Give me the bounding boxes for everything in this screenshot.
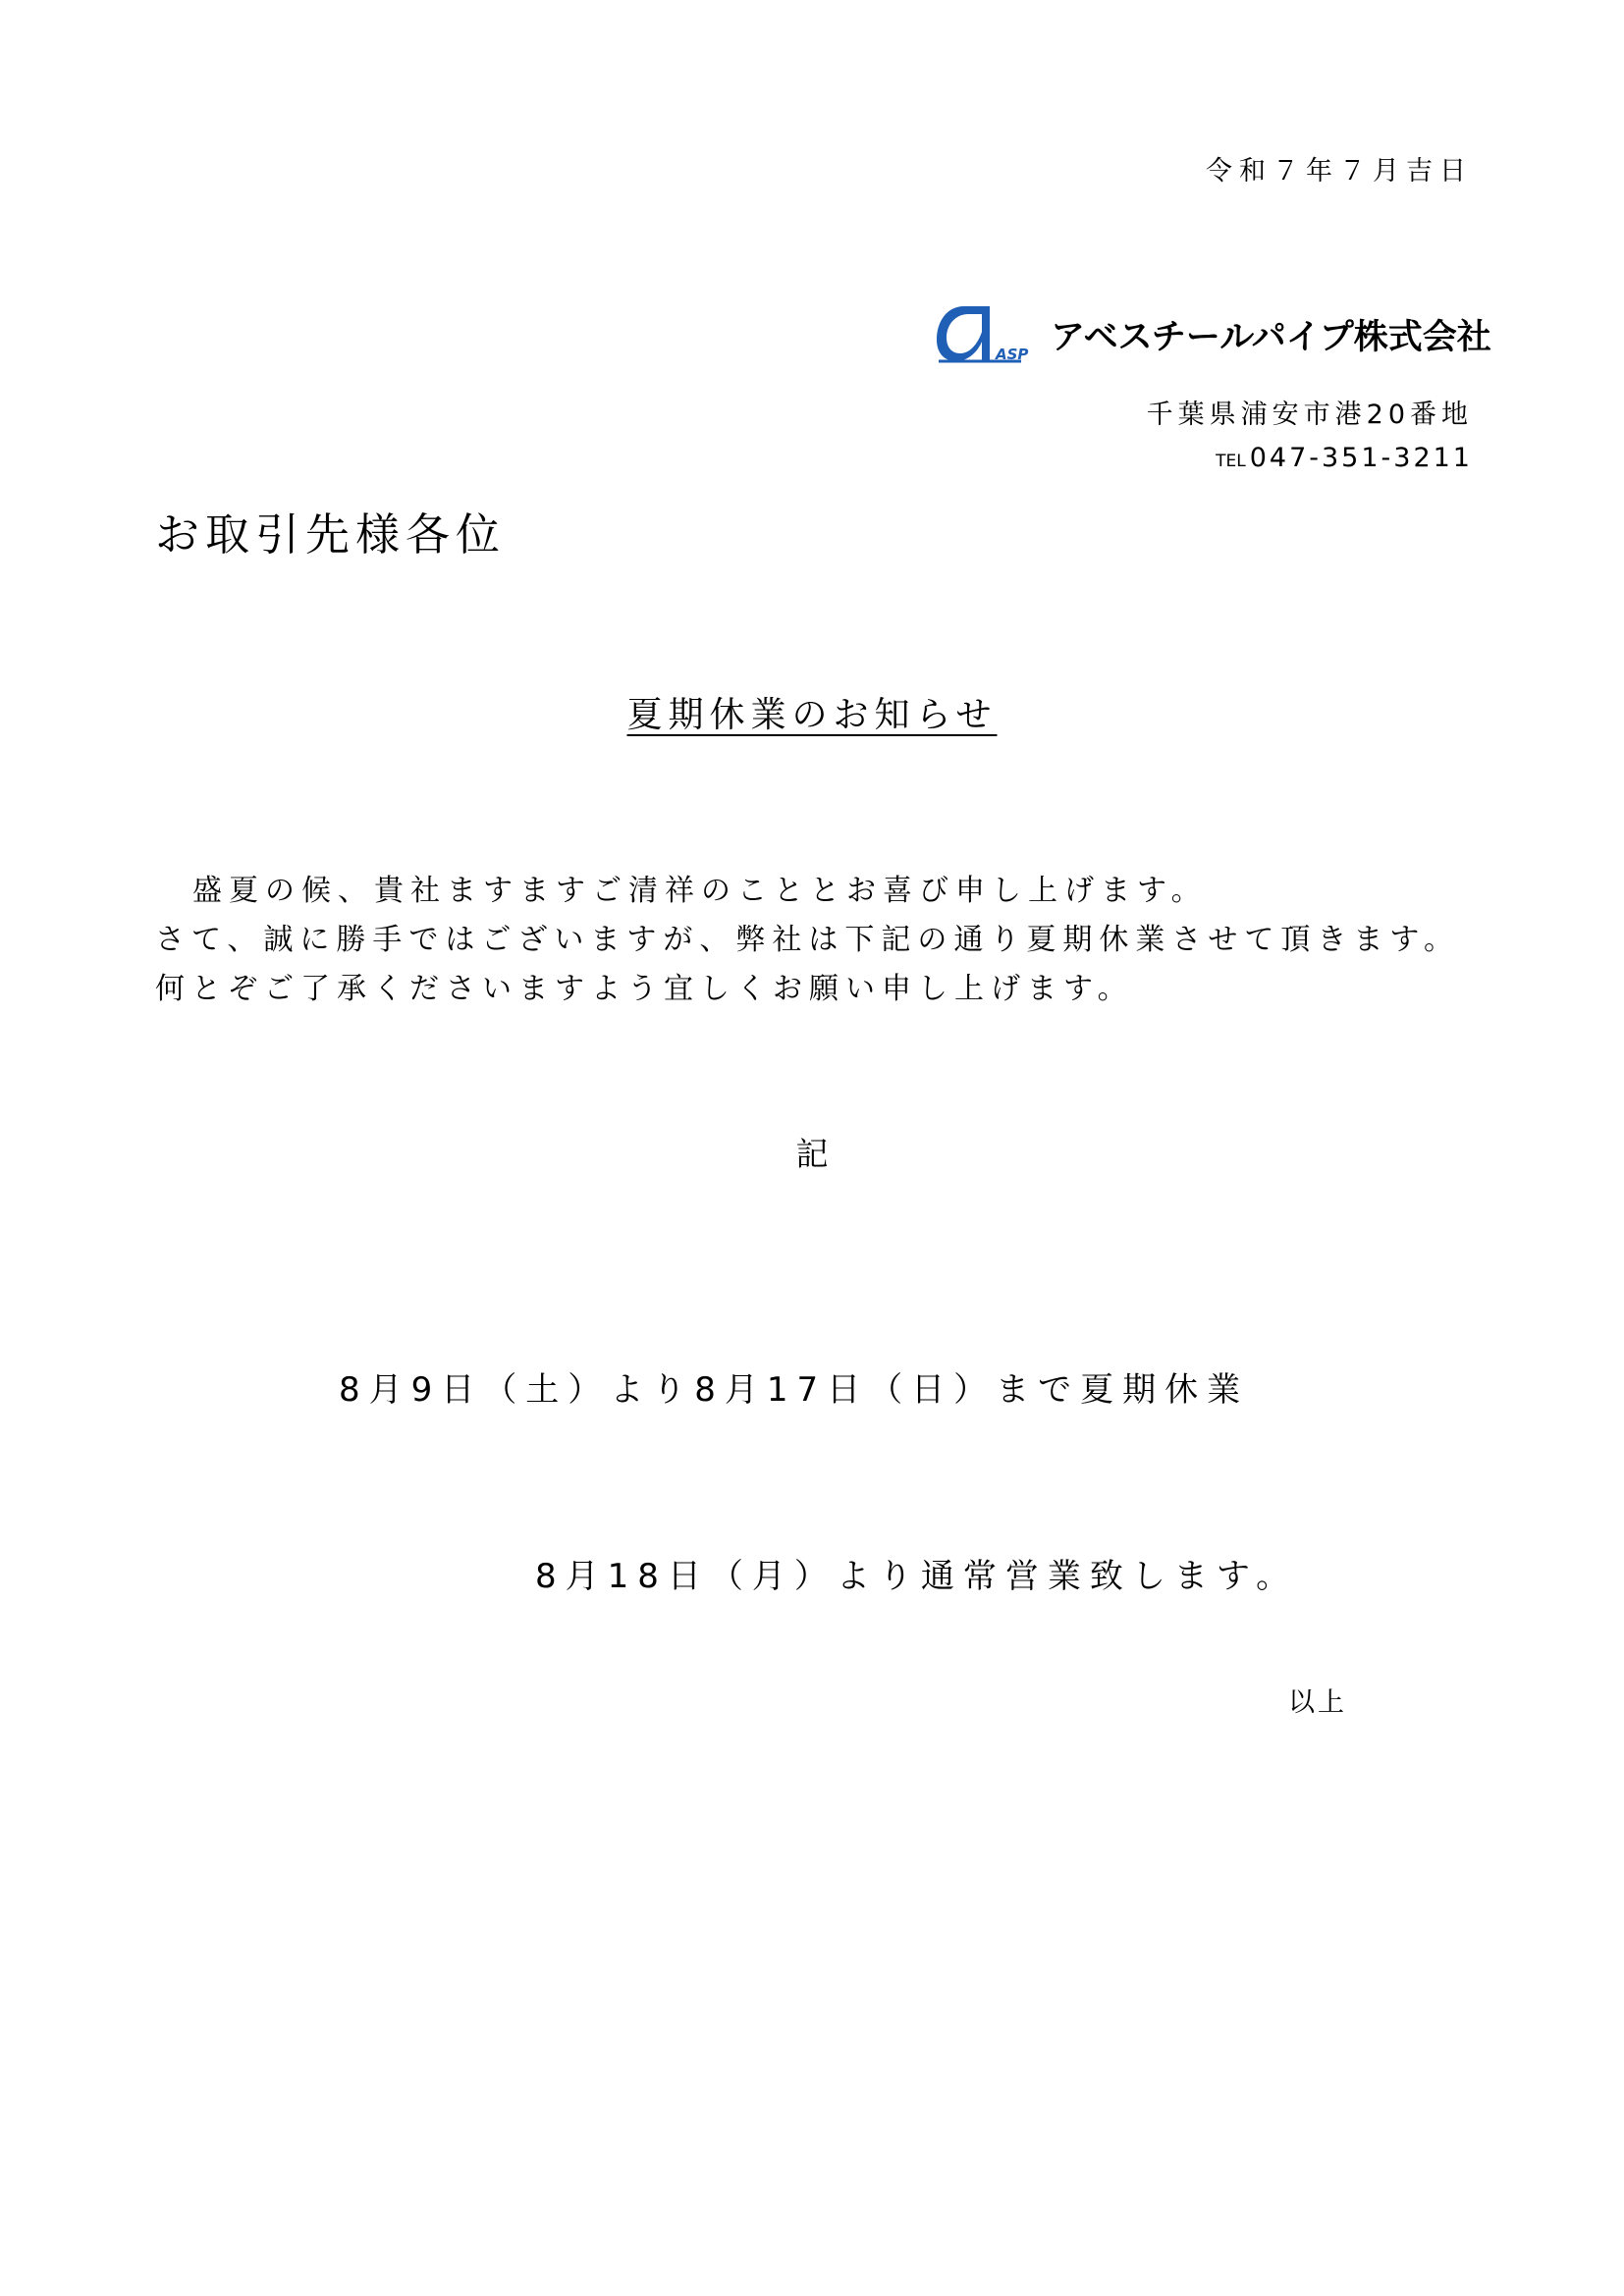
company-address: 千葉県浦安市港20番地 bbox=[1146, 400, 1473, 430]
closing-mark: 以上 bbox=[1288, 1687, 1347, 1718]
resume-notice: 8月18日（月）より通常営業致します。 bbox=[535, 1557, 1299, 1596]
company-tel bbox=[1216, 443, 1473, 473]
logo-mark-text: ASP bbox=[996, 346, 1029, 363]
holiday-period: 8月9日（土）より8月17日（日）まで夏期休業 bbox=[339, 1370, 1250, 1410]
asp-logo-mark-icon bbox=[935, 302, 1043, 367]
company-name: アベスチールパイプ株式会社 bbox=[1051, 318, 1491, 357]
notes-heading: 記 bbox=[795, 1135, 829, 1173]
document-title bbox=[0, 687, 1624, 737]
tel-number: 047-351-3211 bbox=[1249, 443, 1473, 473]
document-date: 令和７年７月吉日 bbox=[1206, 156, 1473, 187]
body-line: 盛夏の候、貴社ますますご清祥のこととお喜び申し上げます。 bbox=[192, 874, 1208, 908]
recipient: お取引先様各位 bbox=[155, 508, 507, 561]
tel-label: TEL bbox=[1216, 452, 1246, 471]
body-line: さて、誠に勝手ではございますが、弊社は下記の通り夏期休業させて頂きます。 bbox=[155, 923, 1460, 957]
title-text: 夏期休業のお知らせ bbox=[626, 695, 998, 735]
company-logo bbox=[935, 302, 1491, 367]
body-line: 何とぞご了承くださいますよう宜しくお願い申し上げます。 bbox=[155, 972, 1134, 1006]
